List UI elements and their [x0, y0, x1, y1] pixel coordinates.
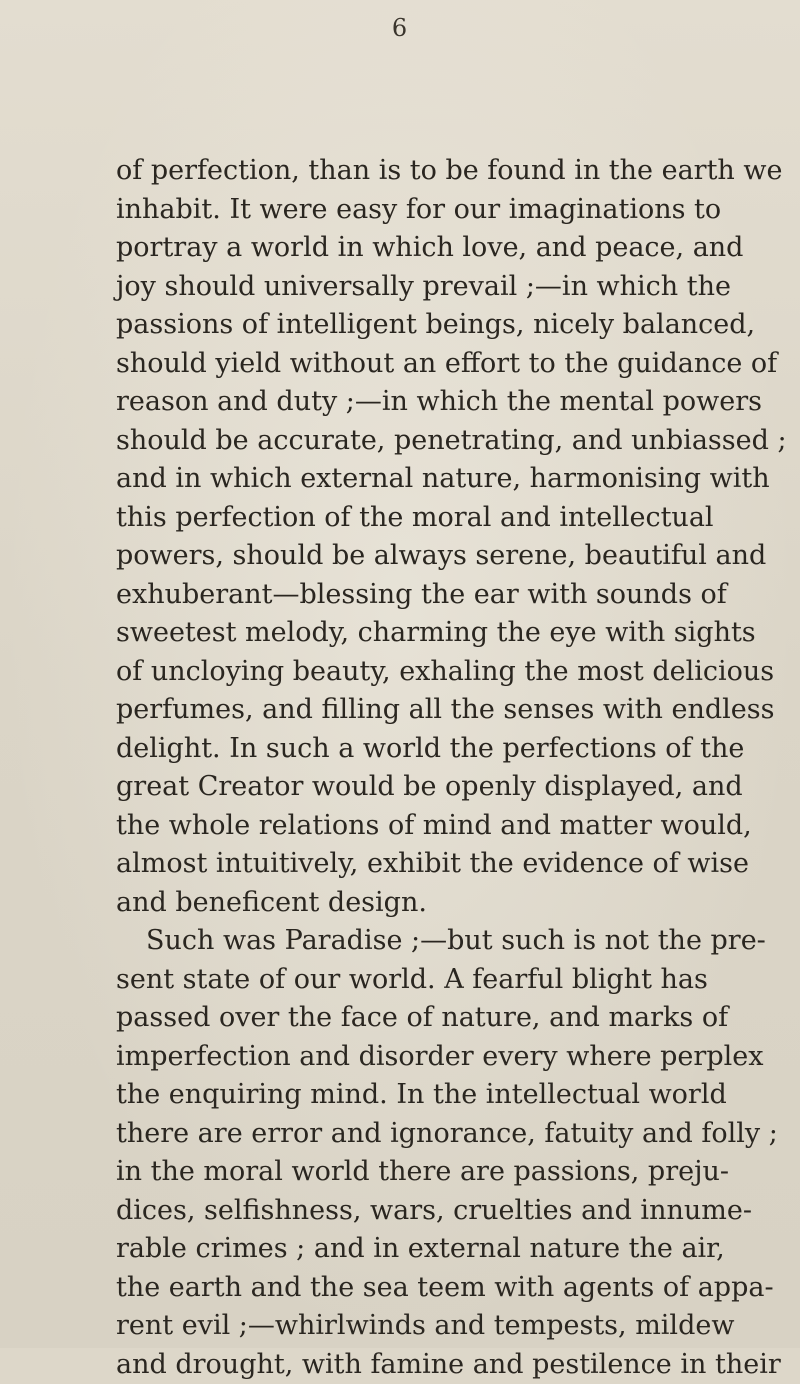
text-line: of uncloying beauty, exhaling the most delicious: [116, 653, 702, 692]
text-line: of perfection, than is to be found in the earth we: [116, 152, 702, 191]
text-line: should be accurate, penetrating, and unbiassed ;: [116, 422, 702, 461]
text-line: sent state of our world. A fearful blight has: [116, 961, 702, 1000]
text-line: this perfection of the moral and intellectual: [116, 499, 702, 538]
text-line: passed over the face of nature, and marks of: [116, 999, 702, 1038]
text-line: sweetest melody, charming the eye with sights: [116, 614, 702, 653]
text-line: rent evil ;—whirlwinds and tempests, mildew: [116, 1307, 702, 1346]
text-line: perfumes, and filling all the senses with endless: [116, 691, 702, 730]
text-line: great Creator would be openly displayed, and: [116, 768, 702, 807]
paragraph-start-line: Such was Paradise ;—but such is not the pre-: [116, 922, 702, 961]
text-line: there are error and ignorance, fatuity and folly ;: [116, 1115, 702, 1154]
text-line: portray a world in which love, and peace, and: [116, 229, 702, 268]
text-line: in the moral world there are passions, preju-: [116, 1153, 702, 1192]
text-line: powers, should be always serene, beautiful and: [116, 537, 702, 576]
text-line: dices, selfishness, wars, cruelties and innume-: [116, 1192, 702, 1231]
text-line: reason and duty ;—in which the mental powers: [116, 383, 702, 422]
text-line: almost intuitively, exhibit the evidence of wise: [116, 845, 702, 884]
text-line: joy should universally prevail ;—in which the: [116, 268, 702, 307]
text-line: and in which external nature, harmonising with: [116, 460, 702, 499]
text-line: rable crimes ; and in external nature the air,: [116, 1230, 702, 1269]
text-line: the whole relations of mind and matter would,: [116, 807, 702, 846]
text-line: passions of intelligent beings, nicely balanced,: [116, 306, 702, 345]
text-line: and drought, with famine and pestilence in their: [116, 1346, 702, 1384]
text-line: the enquiring mind. In the intellectual world: [116, 1076, 702, 1115]
page-number: 6: [0, 14, 800, 42]
text-line: exhuberant—blessing the ear with sounds of: [116, 576, 702, 615]
text-line: should yield without an effort to the guidance of: [116, 345, 702, 384]
text-line: the earth and the sea teem with agents of appa-: [116, 1269, 702, 1308]
paragraph-end-line: and beneficent design.: [116, 884, 702, 923]
text-line: inhabit. It were easy for our imaginations to: [116, 191, 702, 230]
body-text: [116, 152, 702, 1384]
text-line: delight. In such a world the perfections of the: [116, 730, 702, 769]
text-line: imperfection and disorder every where perplex: [116, 1038, 702, 1077]
